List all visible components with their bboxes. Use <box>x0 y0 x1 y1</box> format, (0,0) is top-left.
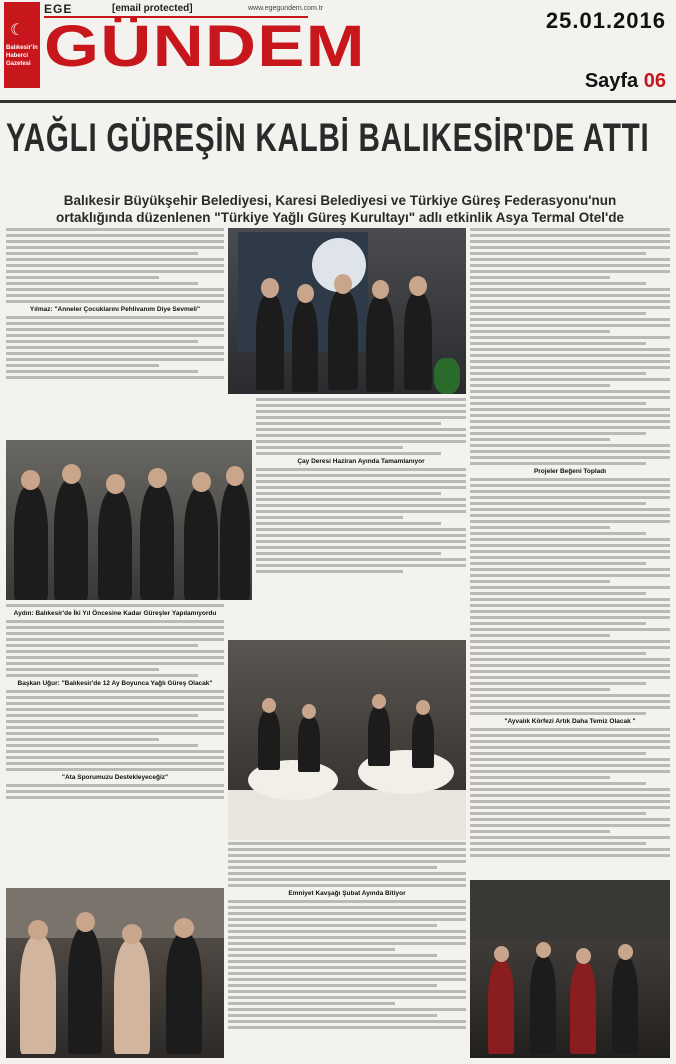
body-text-line <box>6 334 224 337</box>
body-text-line <box>228 884 466 887</box>
body-text-line <box>6 768 224 771</box>
body-text-line <box>470 616 670 619</box>
body-text-line <box>6 228 224 231</box>
body-text-line <box>6 276 159 279</box>
body-text-line <box>6 626 224 629</box>
body-text-line <box>228 960 466 963</box>
body-text-line <box>470 728 670 731</box>
body-text-line <box>6 246 224 249</box>
body-text-line <box>6 644 198 647</box>
body-text-line <box>470 586 670 589</box>
body-text-line <box>470 478 670 481</box>
body-text-line <box>256 492 441 495</box>
photo-officials <box>228 228 466 394</box>
page-indicator <box>585 70 666 93</box>
body-text-line <box>470 842 646 845</box>
section-heading-projeler: Projeler Beğeni Topladı <box>533 468 607 475</box>
body-text-line <box>6 708 224 711</box>
body-text-line <box>470 562 646 565</box>
body-text-line <box>470 484 670 487</box>
body-text-line <box>470 782 646 785</box>
body-text-line <box>256 474 466 477</box>
section-heading-ayvalik: "Ayvalık Körfezi Artık Daha Temiz Olacak " <box>504 718 636 725</box>
body-text-line <box>470 658 670 661</box>
masthead-email: [email protected] <box>112 3 193 14</box>
body-text-line <box>470 228 670 231</box>
body-text-line <box>470 682 646 685</box>
body-text-line <box>256 522 441 525</box>
body-text-line <box>470 622 646 625</box>
body-text-line <box>470 652 646 655</box>
body-text-line <box>6 656 224 659</box>
subheadline: Balıkesir Büyükşehir Belediyesi, Karesi Belediyesi ve Türkiye Güreş Federasyonu'nun ortaklığında düzenlenen "Türkiye Yağlı Güreş Kurultayı" adlı etkinlik Asya Termal Otel'de <box>56 193 624 225</box>
body-text-line <box>228 878 466 881</box>
body-text-line <box>256 552 441 555</box>
body-text-line <box>228 966 466 969</box>
body-text-line <box>228 930 466 933</box>
body-text-line <box>470 282 646 285</box>
body-text-line <box>470 712 646 715</box>
body-text-line <box>470 752 646 755</box>
body-text-line <box>470 258 670 261</box>
body-text-line <box>228 996 466 999</box>
body-text-line <box>256 504 466 507</box>
body-text-line <box>228 906 466 909</box>
body-text-line <box>228 924 437 927</box>
body-text-line <box>228 990 466 993</box>
body-text-line <box>470 634 610 637</box>
body-text-line <box>256 564 466 567</box>
body-text-line <box>470 544 670 547</box>
body-text-line <box>256 540 466 543</box>
body-text-line <box>6 364 159 367</box>
body-text-line <box>470 640 670 643</box>
section-heading-emniyet: Emniyet Kavşağı Şubat Ayında Bitiyor <box>288 890 406 897</box>
body-text-line <box>470 450 670 453</box>
body-text-line <box>256 410 466 413</box>
body-text-line <box>470 646 670 649</box>
article-column-2 <box>256 398 466 638</box>
body-text-line <box>470 462 646 465</box>
body-text-line <box>6 690 224 693</box>
body-text-line <box>256 510 466 513</box>
body-text-line <box>256 398 466 401</box>
body-text-line <box>256 416 466 419</box>
masthead-title: GÜNDEM <box>44 14 366 79</box>
body-text-line <box>6 264 224 267</box>
body-text-line <box>256 452 441 455</box>
body-text-line <box>470 402 646 405</box>
section-heading-aydin: Aydın: Balıkesir'de İki Yıl Öncesine Kadar Güreşler Yapılamıyordu <box>13 610 217 617</box>
body-text-line <box>6 376 224 379</box>
body-text-line <box>470 348 670 351</box>
issue-date: 25.01.2016 <box>545 8 666 33</box>
article-column-4 <box>470 228 670 878</box>
body-text-line <box>6 322 224 325</box>
body-text-line <box>470 794 670 797</box>
body-text-line <box>228 1002 395 1005</box>
body-text-line <box>6 252 198 255</box>
page-number: 06 <box>643 70 666 92</box>
body-text-line <box>470 740 670 743</box>
body-text-line <box>470 414 670 417</box>
body-text-line <box>256 422 441 425</box>
body-text-line <box>470 366 670 369</box>
body-text-line <box>470 246 670 249</box>
body-text-line <box>6 294 224 297</box>
body-text-line <box>6 750 224 753</box>
body-text-line <box>470 830 610 833</box>
body-text-line <box>228 1008 466 1011</box>
body-text-line <box>470 670 670 673</box>
page-label: Sayfa <box>584 70 639 92</box>
body-text-line <box>470 378 670 381</box>
body-text-line <box>6 796 224 799</box>
body-text-line <box>470 526 610 529</box>
body-text-line <box>470 438 610 441</box>
header-divider <box>0 100 676 103</box>
body-text-line <box>470 288 670 291</box>
body-text-line <box>470 496 670 499</box>
body-text-line <box>228 1014 437 1017</box>
body-text-line <box>470 408 670 411</box>
body-text-line <box>470 746 670 749</box>
body-text-line <box>470 270 670 273</box>
body-text-line <box>228 1020 466 1023</box>
body-text-line <box>470 788 670 791</box>
body-text-line <box>470 234 670 237</box>
body-text-line <box>470 432 646 435</box>
body-text-line <box>6 696 224 699</box>
body-text-line <box>6 370 198 373</box>
body-text-line <box>6 288 224 291</box>
body-text-line <box>6 726 224 729</box>
body-text-line <box>470 580 610 583</box>
body-text-line <box>6 784 224 787</box>
body-text-line <box>228 942 466 945</box>
crescent-star-icon: ☾ <box>10 22 25 39</box>
body-text-line <box>470 240 670 243</box>
article-column-3-lower <box>228 842 466 1058</box>
body-text-line <box>470 420 670 423</box>
body-text-line <box>228 1026 466 1029</box>
body-text-line <box>6 674 198 677</box>
article-column-1 <box>6 228 224 438</box>
body-text-line <box>470 354 670 357</box>
body-text-line <box>470 824 670 827</box>
body-text-line <box>6 650 224 653</box>
section-heading-cay-deresi: Çay Deresi Haziran Ayında Tamamlanıyor <box>297 458 425 465</box>
body-text-line <box>256 528 466 531</box>
section-heading-yilmaz: Yılmaz: "Anneler Çocuklarını Pehlivanım Diye Sevmeli" <box>29 306 201 313</box>
body-text-line <box>6 346 224 349</box>
body-text-line <box>6 300 224 303</box>
body-text-line <box>6 270 224 273</box>
body-text-line <box>470 776 610 779</box>
body-text-line <box>6 632 224 635</box>
body-text-line <box>256 434 466 437</box>
body-text-line <box>6 790 224 793</box>
body-text-line <box>6 668 159 671</box>
body-text-line <box>470 318 670 321</box>
body-text-line <box>470 800 670 803</box>
body-text-line <box>256 486 466 489</box>
body-text-line <box>6 316 224 319</box>
body-text-line <box>470 836 670 839</box>
body-text-line <box>228 912 466 915</box>
headline: YAĞLI GÜREŞİN KALBİ BALIKESİR'DE ATTI <box>6 116 650 160</box>
body-text-line <box>470 764 670 767</box>
body-text-line <box>256 534 466 537</box>
body-text-line <box>470 628 670 631</box>
body-text-line <box>470 520 670 523</box>
body-text-line <box>228 866 437 869</box>
body-text-line <box>228 978 466 981</box>
body-text-line <box>470 758 670 761</box>
body-text-line <box>6 702 224 705</box>
body-text-line <box>256 498 466 501</box>
body-text-line <box>6 282 198 285</box>
body-text-line <box>470 848 670 851</box>
body-text-line <box>256 446 403 449</box>
body-text-line <box>470 264 670 267</box>
body-text-line <box>470 688 610 691</box>
body-text-line <box>470 330 610 333</box>
body-text-line <box>470 610 670 613</box>
body-text-line <box>470 508 670 511</box>
body-text-line <box>470 734 670 737</box>
body-text-line <box>470 706 670 709</box>
body-text-line <box>470 306 670 309</box>
body-text-line <box>470 538 670 541</box>
body-text-line <box>470 276 610 279</box>
photo-performance <box>470 880 670 1058</box>
body-text-line <box>256 570 403 573</box>
body-text-line <box>228 984 437 987</box>
body-text-line <box>470 676 670 679</box>
body-text-line <box>470 700 670 703</box>
body-text-line <box>470 854 670 857</box>
body-text-line <box>228 972 466 975</box>
body-text-line <box>470 574 670 577</box>
body-text-line <box>470 598 670 601</box>
body-text-line <box>470 294 670 297</box>
masthead-website: www.egegundem.com.tr <box>248 5 324 12</box>
body-text-line <box>470 490 670 493</box>
body-text-line <box>470 396 670 399</box>
body-text-line <box>470 550 670 553</box>
body-text-line <box>256 468 466 471</box>
body-text-line <box>470 324 670 327</box>
body-text-line <box>256 404 466 407</box>
masthead-region: EGE <box>44 2 73 16</box>
body-text-line <box>6 732 224 735</box>
body-text-line <box>6 744 198 747</box>
body-text-line <box>6 240 224 243</box>
body-text-line <box>470 384 610 387</box>
photo-banquet <box>228 640 466 840</box>
body-text-line <box>6 328 224 331</box>
body-text-line <box>228 872 466 875</box>
body-text-line <box>228 948 395 951</box>
body-text-line <box>228 860 466 863</box>
body-text-line <box>470 252 646 255</box>
body-text-line <box>228 954 437 957</box>
masthead-subtitle: Balıkesir'in Haberci Gazetesi <box>6 45 38 67</box>
body-text-line <box>470 426 670 429</box>
body-text-line <box>470 770 670 773</box>
body-text-line <box>470 556 670 559</box>
body-text-line <box>6 662 224 665</box>
body-text-line <box>228 854 466 857</box>
body-text-line <box>6 756 224 759</box>
body-text-line <box>256 516 403 519</box>
photo-crowd <box>6 440 252 600</box>
body-text-line <box>470 812 646 815</box>
body-text-line <box>6 638 224 641</box>
body-text-line <box>470 532 646 535</box>
body-text-line <box>470 818 670 821</box>
body-text-line <box>470 568 670 571</box>
body-text-line <box>470 664 670 667</box>
body-text-line <box>6 358 224 361</box>
photo-wrestlers <box>6 888 224 1058</box>
body-text-line <box>470 806 670 809</box>
body-text-line <box>228 936 466 939</box>
body-text-line <box>6 234 224 237</box>
body-text-line <box>6 340 198 343</box>
body-text-line <box>470 312 646 315</box>
body-text-line <box>6 762 224 765</box>
body-text-line <box>470 372 646 375</box>
body-text-line <box>470 694 670 697</box>
body-text-line <box>6 720 224 723</box>
body-text-line <box>6 738 159 741</box>
body-text-line <box>470 456 670 459</box>
body-text-line <box>470 592 646 595</box>
body-text-line <box>228 842 466 845</box>
body-text-line <box>6 604 224 607</box>
body-text-line <box>256 546 466 549</box>
body-text-line <box>470 604 670 607</box>
body-text-line <box>228 900 466 903</box>
body-text-line <box>6 714 198 717</box>
body-text-line <box>256 558 466 561</box>
body-text-line <box>470 360 670 363</box>
section-heading-ugur: Başkan Uğur: "Balıkesir'de 12 Ay Boyunca Yağlı Güreş Olacak" <box>17 680 213 687</box>
body-text-line <box>6 352 224 355</box>
body-text-line <box>470 342 646 345</box>
body-text-line <box>256 440 466 443</box>
body-text-line <box>470 336 670 339</box>
body-text-line <box>6 620 224 623</box>
section-heading-ata-sporumuz: "Ata Sporumuzu Destekleyeceğiz" <box>61 774 169 781</box>
body-text-line <box>256 480 466 483</box>
body-text-line <box>470 300 670 303</box>
body-text-line <box>256 428 466 431</box>
article-column-1-lower <box>6 604 224 884</box>
body-text-line <box>228 848 466 851</box>
body-text-line <box>470 502 646 505</box>
body-text-line <box>470 390 670 393</box>
body-text-line <box>470 514 670 517</box>
body-text-line <box>6 258 224 261</box>
body-text-line <box>470 444 670 447</box>
body-text-line <box>228 918 466 921</box>
